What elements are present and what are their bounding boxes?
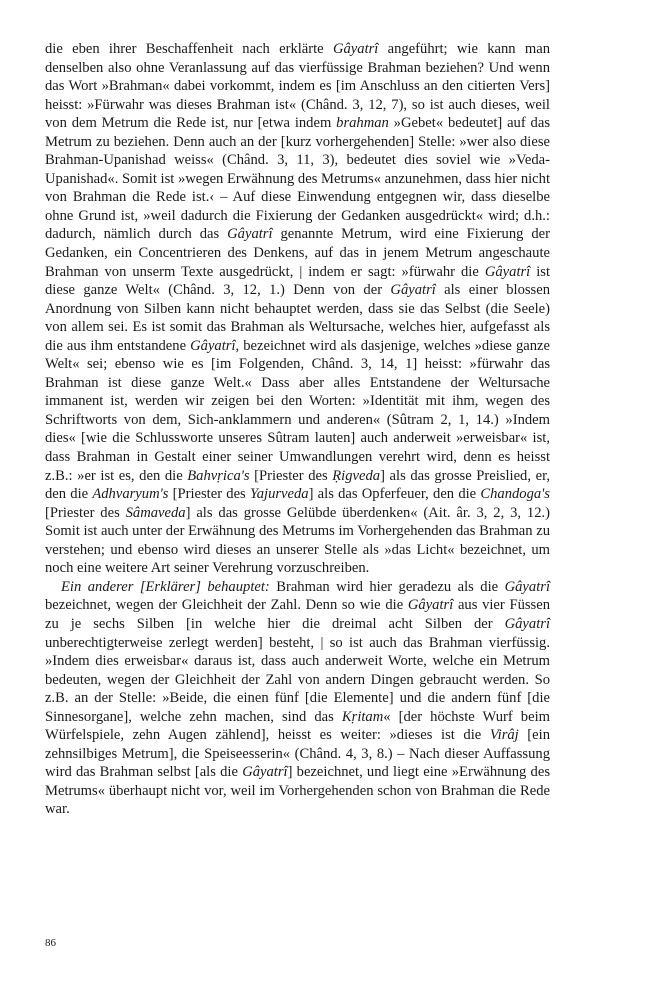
text-run: [Priester des xyxy=(45,504,126,521)
italic-term: Gâyatrî xyxy=(484,263,531,280)
italic-term: Gâyatrî xyxy=(390,282,436,299)
paragraph-1 xyxy=(45,40,550,578)
text-run: angeführt; wie kann man denselben also ohne Veranlassung auf das vierfüssige Brahman beziehen? Und wenn das Wort »Brahman« dabei vorkommt, indem es [im Anschluss an den citierten Vers] heisst: »Fürwahr was dieses Brahman ist« (Chând. 3, 12, 7), so ist auch dieses, weil von dem Metrum die Rede ist, nur [etwa indem xyxy=(45,41,550,132)
italic-term: Gâyatrî xyxy=(407,597,454,614)
italic-term: Bahvṛica's xyxy=(187,467,250,484)
text-run: die eben ihrer Beschaffenheit nach erklärte xyxy=(45,41,333,57)
text-run: [Priester des xyxy=(168,486,250,503)
text-run: « [der höchste Wurf beim Würfelspiele, zehn Augen zählend], heisst es weiter: »dieses ist die xyxy=(45,708,550,744)
italic-term: Gâyatrî xyxy=(332,41,379,57)
italic-term: Gâyatrî xyxy=(242,764,288,781)
text-run: ] als das grosse Gelübde überdenken« (Ait. âr. 3, 2, 3, 12.) Somit ist auch unter der Erwähnung des Metrums im Vorhergehenden das Brahman zu verstehen; und ebenso wird dieses an unserer Stelle als »das Licht« bezeichnet, um noch eine weitere Art seiner Verehrung vorzuschreiben. xyxy=(45,504,551,577)
italic-term: brahman xyxy=(336,115,389,132)
italic-term: Gâyatrî xyxy=(227,226,273,243)
italic-term: Chandoga's xyxy=(480,486,550,503)
text-run: [Priester des xyxy=(249,467,333,484)
italic-term: Gâyatrî xyxy=(504,615,550,632)
text-run: ] als das grosse Preislied, er, den die xyxy=(45,467,550,503)
text-run: aus vier Füssen zu je sechs Silben [in welche hier die dreimal acht Silben der xyxy=(45,597,550,632)
text-run: , bezeichnet wird als dasjenige, welches »diese ganze Welt« sei; ebenso wie es [im Folgenden, Chând. 3, 14, 1] heisst: »fürwahr das Brahman ist diese ganze Welt.« Dass aber alles Entstandene der Weltursache immanent ist, werden wir zeigen bei den Worten: »Identität mit ihm, wegen des Schriftworts von dem, Sich-anklammern und anderen« (Sûtram 2, 1, 14.) »Indem dies« [wie die Schlussworte unseres Sûtram lauten] auch anderweit »erweisbar« ist, dass Brahman in Gestalt einer seiner Umwandlungen verehrt wird, denn es heisst z.B.: »er ist es, den die xyxy=(45,337,550,484)
italic-term: Yajurveda xyxy=(249,486,309,503)
text-run: bezeichnet, wegen der Gleichheit der Zahl. Denn so wie die xyxy=(45,597,408,614)
page-number: 86 xyxy=(45,937,56,949)
italic-term: Gâyatrî xyxy=(504,578,550,595)
paragraph-2 xyxy=(45,578,550,819)
text-run: ist diese ganze Welt« (Chând. 3, 12, 1.) Denn von der xyxy=(45,263,551,299)
text-run: »Gebet« bedeutet] auf das Metrum zu beziehen. Denn auch an der [kurz vorhergehenden] Stelle: »wer also diese Brahman-Upanishad weiss« (Chând. 3, 11, 3), bedeutet dies soviel wie »Veda-Upanishad«. Somit ist »wegen Erwähnung des Metrums« anzunehmen, dass hier nicht von Brahman die Rede ist.‹ – Auf diese Einwendung entgegnen wir, dass dieselbe ohne Grund ist, »weil dadurch die Fixierung der Gedanken ausgedrückt« wird; d.h.: dadurch, nämlich durch das xyxy=(45,115,551,243)
text-run: unberechtigterweise zerlegt werden] besteht, | so ist auch das Brahman vierfüssig. »Indem dies erweisbar« daraus ist, dass auch anderweit Worte, welche ein Metrum bedeuten, wegen der Gleichheit der Zahl von andern Dingen gebraucht werden. So z.B. an der Stelle: »Beide, die einen fünf [die Elemente] und die andern fünf [die Sinnesorgane], welche zehn machen, sind das xyxy=(45,634,550,725)
italic-term: Gâyatrî xyxy=(190,337,236,354)
italic-term: Ein anderer [Erklärer] behauptet: xyxy=(61,578,270,595)
text-run: genannte Metrum, wird eine Fixierung der Gedanken, ein Concentrieren des Denkens, auf das in jenem Metrum angeschaute Brahman von unserm Texte ausgedrückt, | indem er sagt: »fürwahr die xyxy=(45,226,551,280)
italic-term: Kṛitam xyxy=(341,708,384,725)
italic-term: Virâj xyxy=(489,727,519,744)
text-run: als einer blossen Anordnung von Silben kann nicht behauptet werden, dass sie das Selbst (die Seele) von allem sei. Es ist somit das Brahman als Weltursache, welches hier, aufgefasst als die aus ihm entstandene xyxy=(45,282,550,354)
text-run: ] als das Opferfeuer, den die xyxy=(308,486,481,503)
text-run: [ein zehnsilbiges Metrum], die Speiseesserin« (Chând. 4, 3, 8.) – Nach dieser Auffassung wird das Brahman selbst [als die xyxy=(45,727,550,781)
italic-term: Ṛigveda xyxy=(332,467,381,484)
page-body xyxy=(45,40,550,819)
text-run: ] bezeichnet, und liegt eine »Erwähnung des Metrums« überhaupt nicht vor, weil im Vorhergehenden schon von Brahman die Rede war. xyxy=(45,764,550,818)
italic-term: Adhvaryum's xyxy=(92,486,169,503)
italic-term: Sâmaveda xyxy=(125,504,186,521)
text-run: Brahman wird hier geradezu als die xyxy=(269,578,505,595)
